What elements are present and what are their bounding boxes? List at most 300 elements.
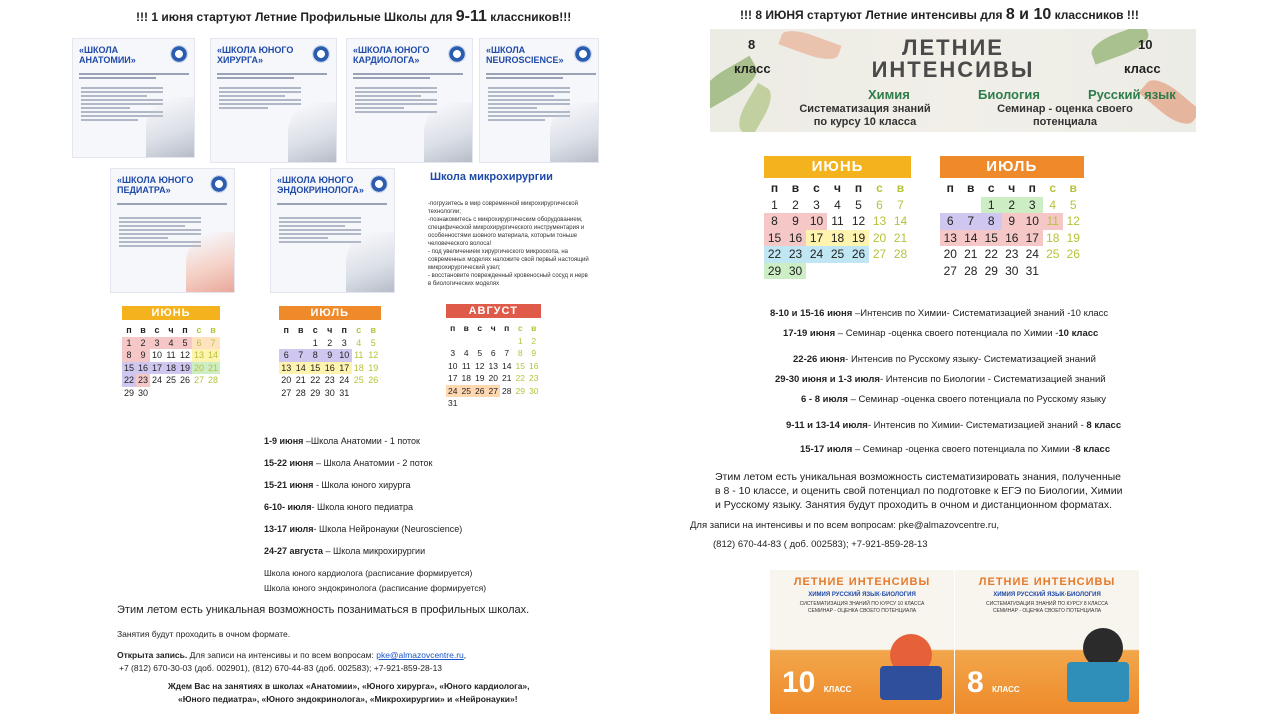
right-paragraph-line-2: в 8 - 10 классе, и оценить свой потенциал по подготовке к ЕГЭ по Биологии, Химии bbox=[715, 485, 1123, 497]
calendar-day: 10 bbox=[1022, 213, 1043, 230]
calendar-day: 16 bbox=[1002, 230, 1023, 247]
calendar-june-left bbox=[122, 306, 220, 399]
calendar-day: 23 bbox=[785, 246, 806, 263]
calendar-july-left bbox=[279, 306, 381, 399]
schedule-date: 6-10- июля bbox=[264, 502, 312, 512]
calendar-day: 7 bbox=[504, 348, 510, 359]
calendar-day: 11 bbox=[354, 350, 364, 361]
calendar-day: 25 bbox=[827, 246, 848, 263]
banner-caption-right-1: Семинар - оценка своего bbox=[997, 103, 1133, 115]
calendar-day: 9 bbox=[785, 213, 806, 230]
calendar-day: 19 bbox=[1066, 230, 1080, 245]
calendar-day: 27 bbox=[193, 375, 204, 386]
calendar-day: 12 bbox=[368, 350, 379, 361]
calendar-day: 8 bbox=[517, 348, 523, 359]
scalpel-illustration-icon bbox=[288, 102, 336, 162]
calendar-day: 30 bbox=[1005, 263, 1019, 278]
calendar-day: 4 bbox=[356, 337, 362, 348]
emblem-icon bbox=[370, 175, 388, 193]
banner-title-1: ЛЕТНИЕ bbox=[902, 35, 1004, 60]
open-comma: , bbox=[463, 650, 467, 660]
calendar-day: 2 bbox=[531, 335, 537, 346]
calendar-month-title: ИЮНЬ bbox=[764, 156, 911, 178]
calendar-day: 27 bbox=[872, 247, 887, 262]
calendar-day: 26 bbox=[848, 246, 869, 263]
calendar-day: 6 bbox=[192, 337, 206, 350]
schedule-text: - Школа юного хирурга bbox=[313, 480, 411, 490]
left-schedule-row bbox=[264, 502, 413, 512]
calendar-day: 26 bbox=[179, 375, 190, 386]
micro-surgery-line: -познакомитесь с микрохирургическим оборудованием, bbox=[428, 217, 583, 223]
weekday-label: в bbox=[463, 323, 469, 334]
banner-title-2: ИНТЕНСИВЫ bbox=[871, 57, 1035, 82]
schedule-date: 24-27 августа bbox=[264, 546, 324, 556]
weekday-label: п bbox=[341, 325, 347, 336]
right-heading bbox=[740, 6, 1139, 24]
card-anatomy[interactable] bbox=[72, 38, 195, 158]
schedule-text: – Семинар -оценка своего потенциала по Русскому языку bbox=[847, 394, 1106, 405]
calendar-day: 28 bbox=[964, 263, 978, 278]
calendar-day: 5 bbox=[370, 337, 376, 348]
pending-endocrinologist: Школа юного эндокринолога (расписание формируется) bbox=[264, 583, 487, 593]
weekday-label: п bbox=[854, 181, 863, 196]
calendar-day: 16 bbox=[529, 360, 539, 371]
micro-surgery-line: в биологических моделях bbox=[428, 281, 500, 287]
calendar-day: 7 bbox=[206, 337, 220, 350]
schedule-date: 22-26 июня bbox=[793, 354, 846, 365]
card-subtitle-lines bbox=[486, 73, 596, 83]
promo-num: 10 bbox=[782, 666, 816, 699]
calendar-day: 18 bbox=[353, 362, 364, 373]
calendar-day: 3 bbox=[150, 337, 164, 350]
banner-caption-left-1: Систематизация знаний bbox=[799, 103, 931, 115]
calendar-day: 9 bbox=[323, 349, 338, 362]
micro-surgery-line: современных моделях наложите свой первый настоящий bbox=[428, 257, 589, 263]
promo-heading: ЛЕТНИЕ ИНТЕНСИВЫ bbox=[978, 576, 1116, 588]
left-closing-2: «Юного педиатра», «Юного эндокринолога», «Микрохирургии» и «Нейронауки»! bbox=[178, 694, 518, 704]
banner-caption-right-2: потенциала bbox=[1033, 116, 1097, 128]
calendar-day: 22 bbox=[764, 246, 785, 263]
banner-subject-biology: Биология bbox=[978, 87, 1040, 102]
schedule-date: 17-19 июня bbox=[783, 328, 836, 339]
calendar-day: 23 bbox=[1005, 247, 1019, 262]
right-phones: (812) 670-44-83 ( доб. 002583); +7-921-859-28-13 bbox=[713, 539, 928, 550]
promo-text-1: СИСТЕМАТИЗАЦИЯ ЗНАНИЙ ПО КУРСУ 8 КЛАССА bbox=[986, 601, 1108, 607]
banner-grade-left-num: 8 bbox=[748, 37, 756, 52]
card-pediatrician[interactable] bbox=[110, 168, 235, 293]
card-bullets bbox=[219, 87, 301, 111]
calendar-day: 12 bbox=[179, 350, 190, 361]
calendar-day: 23 bbox=[529, 373, 539, 384]
calendar-day: 4 bbox=[164, 337, 178, 350]
pending-cardiologist: Школа юного кардиолога (расписание формируется) bbox=[264, 568, 473, 578]
weekday-label: п bbox=[126, 325, 132, 336]
calendar-day: 12 bbox=[475, 360, 485, 371]
left-closing-1: Ждем Вас на занятиях в школах «Анатомии», «Юного хирурга», «Юного кардиолога», bbox=[168, 681, 530, 691]
right-schedule-row bbox=[770, 308, 1108, 319]
email-link[interactable]: pke@almazovcentre.ru bbox=[376, 650, 464, 660]
book-icon bbox=[1067, 662, 1129, 702]
calendar-day: 1 bbox=[122, 337, 136, 350]
open-text: Для записи на интенсивы и по всем вопросам: bbox=[187, 650, 377, 660]
schedule-date: 15-17 июля bbox=[800, 444, 853, 455]
calendar-day: 26 bbox=[473, 385, 487, 398]
calendar-day: 2 bbox=[136, 337, 150, 350]
calendar-day: 21 bbox=[964, 247, 978, 262]
calendar-day: 15 bbox=[123, 362, 134, 373]
calendar-day: 6 bbox=[490, 348, 496, 359]
card-title: «ШКОЛА ЮНОГО ЭНДОКРИНОЛОГА» bbox=[277, 175, 364, 195]
promo-num: 8 bbox=[967, 666, 984, 699]
calendar-month-title: ИЮНЬ bbox=[122, 306, 220, 320]
schedule-text: - Интенсив по Биологии - Систематизацией знаний bbox=[879, 374, 1106, 385]
weekday-label: ч bbox=[1008, 181, 1016, 196]
promo-grade-number bbox=[782, 666, 851, 700]
calendar-day: 7 bbox=[897, 197, 904, 212]
card-bullets bbox=[119, 217, 201, 249]
calendar-day: 16 bbox=[323, 362, 338, 375]
calendar-day: 15 bbox=[515, 360, 525, 371]
banner-grade-left-word: класс bbox=[734, 61, 771, 76]
micro-surgery-line: специфической микрохирургического инструментария и bbox=[428, 225, 585, 231]
calendar-day: 3 bbox=[341, 337, 347, 348]
intensive-banner bbox=[710, 29, 1196, 132]
calendar-day: 17 bbox=[1022, 230, 1043, 247]
emblem-icon bbox=[448, 45, 466, 63]
calendar-day: 1 bbox=[771, 197, 778, 212]
calendar-day: 19 bbox=[179, 362, 190, 373]
calendar-day: 20 bbox=[281, 375, 292, 386]
card-title: «ШКОЛА ЮНОГО КАРДИОЛОГА» bbox=[353, 45, 430, 65]
calendar-day: 18 bbox=[165, 362, 176, 373]
calendar-day: 19 bbox=[475, 373, 485, 384]
calendar-day: 6 bbox=[279, 349, 294, 362]
calendar-day: 31 bbox=[448, 398, 458, 409]
schedule-text: – Школа микрохирургии bbox=[323, 546, 426, 556]
weekday-label: ч bbox=[327, 325, 333, 336]
card-neuroscience[interactable] bbox=[479, 38, 599, 163]
schedule-date: 8-10 и 15-16 июня bbox=[770, 308, 853, 319]
calendar-day: 31 bbox=[339, 387, 350, 398]
card-subtitle-lines bbox=[217, 73, 327, 83]
card-surgeon[interactable] bbox=[210, 38, 337, 163]
micro-surgery-line: микрохирургический узел; bbox=[428, 265, 501, 271]
micro-surgery-text bbox=[428, 200, 608, 288]
open-label: Открыта запись. bbox=[117, 650, 188, 660]
calendar-day: 2 bbox=[1002, 197, 1023, 214]
weekday-label: с bbox=[876, 181, 883, 196]
calendar-day: 24 bbox=[446, 385, 460, 398]
calendar-day: 28 bbox=[207, 375, 218, 386]
calendar-day: 25 bbox=[1046, 247, 1060, 262]
weekday-label: в bbox=[370, 325, 377, 336]
emblem-icon bbox=[210, 175, 228, 193]
right-schedule-row bbox=[783, 328, 1098, 339]
card-subtitle-lines bbox=[79, 73, 189, 83]
schedule-date: 1-9 июня bbox=[264, 436, 304, 446]
calendar-day: 3 bbox=[450, 348, 456, 359]
calendar-day: 15 bbox=[764, 230, 785, 247]
weekday-label: п bbox=[283, 325, 289, 336]
right-paragraph bbox=[715, 470, 1122, 512]
schedule-grade: 8 класс bbox=[1075, 444, 1111, 455]
calendar-day: 22 bbox=[310, 375, 321, 386]
schedule-text: - Школа Нейронауки (Neuroscience) bbox=[313, 524, 463, 534]
weekday-label: п bbox=[182, 325, 188, 336]
weekday-label: п bbox=[504, 323, 510, 334]
weekday-label: с bbox=[1049, 181, 1057, 196]
calendar-day: 26 bbox=[1066, 247, 1080, 262]
left-schedule-row bbox=[264, 436, 420, 446]
micro-surgery-line: - восстановите поврежденный кровеносный сосуд и нерв bbox=[428, 273, 588, 279]
calendar-day: 11 bbox=[1043, 213, 1064, 230]
left-paragraph: Этим летом есть уникальная возможность позаниматься в профильных школах. bbox=[117, 604, 530, 616]
weekday-label: ч bbox=[490, 323, 496, 334]
calendar-day: 10 bbox=[337, 349, 352, 362]
weekday-label: с bbox=[813, 181, 820, 196]
calendar-day: 10 bbox=[448, 360, 458, 371]
card-title: «ШКОЛА ЮНОГО ХИРУРГА» bbox=[217, 45, 294, 65]
calendar-day: 12 bbox=[851, 214, 866, 229]
weekday-label: в bbox=[297, 325, 304, 336]
weekday-label: п bbox=[450, 323, 456, 334]
schedule-text: - Школа юного педиатра bbox=[311, 502, 414, 512]
calendar-day: 21 bbox=[893, 230, 908, 245]
micro-surgery-line: технологии; bbox=[428, 209, 461, 215]
schedule-grade: 10 класс bbox=[1058, 328, 1099, 339]
promo-subjects: ХИМИЯ РУССКИЙ ЯЗЫК·БИОЛОГИЯ bbox=[808, 592, 916, 598]
calendar-day: 29 bbox=[310, 387, 321, 398]
weekday-label: ч bbox=[834, 181, 841, 196]
left-schedule-row bbox=[264, 458, 433, 468]
card-endocrinologist[interactable] bbox=[270, 168, 395, 293]
calendar-day: 5 bbox=[477, 348, 483, 359]
promo-grade-number bbox=[967, 666, 1020, 700]
calendar-day: 12 bbox=[1066, 214, 1080, 229]
calendar-day: 31 bbox=[1025, 263, 1039, 278]
calendar-day: 14 bbox=[207, 350, 218, 361]
calendar-day: 21 bbox=[207, 362, 218, 373]
calendar-day: 15 bbox=[308, 362, 323, 375]
schedule-date: 15-22 июня bbox=[264, 458, 314, 468]
weekday-label: с bbox=[312, 325, 318, 336]
emblem-icon bbox=[170, 45, 188, 63]
calendar-day: 28 bbox=[502, 385, 512, 396]
calendar-day: 2 bbox=[327, 337, 333, 348]
calendar-day: 20 bbox=[943, 247, 957, 262]
calendar-day: 19 bbox=[848, 230, 869, 247]
calendar-day: 29 bbox=[984, 263, 998, 278]
promo-text-2: СЕМИНАР - ОЦЕНКА СВОЕГО ПОТЕНЦИАЛА bbox=[807, 608, 917, 614]
schedule-date: 9-11 и 13-14 июля bbox=[786, 420, 868, 431]
calendar-day: 5 bbox=[855, 197, 862, 212]
weekday-label: в bbox=[967, 181, 975, 196]
calendar-day: 30 bbox=[529, 385, 539, 396]
schedule-date: 15-21 июня bbox=[264, 480, 314, 490]
weekday-label: с bbox=[987, 181, 995, 196]
card-title: «ШКОЛА NEUROSCIENCE» bbox=[486, 45, 564, 65]
calendar-day: 3 bbox=[813, 197, 820, 212]
schedule-date: 6 - 8 июля bbox=[801, 394, 848, 405]
right-heading-post: классников !!! bbox=[1051, 8, 1139, 22]
calendar-day: 30 bbox=[785, 263, 806, 280]
calendar-day: 14 bbox=[961, 230, 982, 247]
calendar-day: 10 bbox=[806, 213, 827, 230]
schedule-text: –Интенсив по Химии- Систематизацией знаний -10 класс bbox=[852, 308, 1109, 319]
left-format-note: Занятия будут проходить в очном формате. bbox=[117, 629, 291, 639]
calendar-day: 4 bbox=[463, 348, 469, 359]
weekday-label: п bbox=[1028, 181, 1036, 196]
calendar-day: 20 bbox=[488, 373, 498, 384]
calendar-day: 5 bbox=[1069, 197, 1077, 212]
calendar-day: 19 bbox=[368, 362, 379, 373]
right-paragraph-line-3: и Русскому языку. Занятия будут проходить в очном и дистанционном форматах. bbox=[715, 499, 1113, 511]
micro-surgery-line: особенностями шовного материала, которым тоньше bbox=[428, 233, 578, 239]
calendar-day: 3 bbox=[1022, 197, 1043, 214]
calendar-day: 7 bbox=[961, 213, 982, 230]
calendar-month-title: АВГУСТ bbox=[446, 304, 541, 318]
calendar-day: 10 bbox=[151, 350, 162, 361]
calendar-day: 20 bbox=[872, 230, 887, 245]
schedule-text: – Семинар -оценка своего потенциала по Химии - bbox=[852, 444, 1076, 455]
calendar-day: 26 bbox=[368, 375, 379, 386]
calendar-day: 30 bbox=[324, 387, 335, 398]
calendar-day: 17 bbox=[337, 362, 352, 375]
calendar-day: 2 bbox=[792, 197, 799, 212]
card-subtitle-lines bbox=[117, 203, 227, 213]
calendar-day: 15 bbox=[981, 230, 1002, 247]
calendar-day: 28 bbox=[295, 387, 306, 398]
left-schedule-row bbox=[264, 524, 462, 534]
calendar-day: 8 bbox=[764, 213, 785, 230]
thyroid-illustration-icon bbox=[346, 232, 394, 292]
calendar-day: 16 bbox=[137, 362, 148, 373]
schedule-text: – Семинар -оценка своего потенциала по Химии - bbox=[835, 328, 1059, 339]
calendar-day: 8 bbox=[122, 349, 136, 362]
calendar-day: 27 bbox=[281, 387, 292, 398]
card-subtitle-lines bbox=[353, 73, 463, 83]
weekday-label: с bbox=[356, 325, 362, 336]
card-subtitle-lines bbox=[277, 203, 387, 213]
schedule-date: 29-30 июня и 1-3 июля bbox=[775, 374, 880, 385]
banner-subject-chemistry: Химия bbox=[868, 87, 910, 102]
micro-surgery-line: -погрузитесь в мир современной микрохирургической bbox=[428, 201, 578, 207]
calendar-day: 11 bbox=[461, 360, 471, 371]
right-schedule-row bbox=[786, 420, 1121, 431]
calendar-day: 1 bbox=[517, 335, 523, 346]
weekday-label: с bbox=[154, 325, 160, 336]
banner-caption-left-2: по курсу 10 класса bbox=[813, 116, 917, 128]
calendar-month-title: ИЮЛЬ bbox=[940, 156, 1084, 178]
calendar-day: 27 bbox=[487, 385, 501, 398]
calendar-day: 29 bbox=[764, 263, 785, 280]
left-schedule-row bbox=[264, 480, 411, 490]
left-phones: +7 (812) 670-30-03 (доб. 002901), (812) 670-44-83 (доб. 002583); +7-921-859-28-13 bbox=[119, 663, 443, 673]
right-contact: Для записи на интенсивы и по всем вопросам: pke@almazovcentre.ru, bbox=[690, 520, 1000, 531]
calendar-day: 21 bbox=[502, 373, 512, 384]
right-paragraph-line-1: Этим летом есть уникальная возможность систематизировать знания, полученные bbox=[715, 471, 1122, 483]
schedule-text: - Интенсив по Русскому языку- Систематизацией знаний bbox=[845, 354, 1096, 365]
calendar-day: 13 bbox=[193, 350, 204, 361]
weekday-label: с bbox=[477, 323, 483, 334]
promo-grade-10[interactable] bbox=[770, 570, 954, 714]
schedule-text: - Интенсив по Химии- Систематизацией знаний - bbox=[867, 420, 1087, 431]
card-bullets bbox=[355, 87, 437, 115]
card-cardiologist[interactable] bbox=[346, 38, 473, 163]
calendar-day: 30 bbox=[137, 387, 148, 398]
calendar-day: 13 bbox=[940, 230, 961, 247]
calendar-month-title: ИЮЛЬ bbox=[279, 306, 381, 320]
calendar-day: 7 bbox=[294, 349, 309, 362]
emblem-icon bbox=[574, 45, 592, 63]
laptop-icon bbox=[880, 666, 942, 700]
weekday-label: с bbox=[196, 325, 202, 336]
weekday-label: в bbox=[791, 181, 800, 196]
right-heading-grades: 8 и 10 bbox=[1005, 6, 1052, 23]
calendar-day: 25 bbox=[460, 385, 474, 398]
micro-surgery-line: человеческого волоса! bbox=[428, 241, 492, 247]
card-title: «ШКОЛА ЮНОГО ПЕДИАТРА» bbox=[117, 175, 194, 195]
calendar-day: 23 bbox=[137, 375, 148, 386]
micro-surgery-line: - под увеличением хирургического микроскопа, на bbox=[428, 249, 569, 255]
weekday-label: в bbox=[1069, 181, 1077, 196]
calendar-august-left bbox=[446, 304, 541, 410]
calendar-day: 6 bbox=[876, 197, 883, 212]
calendar-day: 20 bbox=[193, 362, 204, 373]
emblem-icon bbox=[312, 45, 330, 63]
calendar-day: 1 bbox=[312, 337, 318, 348]
calendar-day: 14 bbox=[502, 360, 512, 371]
right-heading-pre: !!! 8 ИЮНЯ стартуют Летние интенсивы для bbox=[740, 8, 1006, 22]
weekday-label: в bbox=[140, 325, 146, 336]
schedule-text: –Школа Анатомии - 1 поток bbox=[303, 436, 420, 446]
calendar-day: 24 bbox=[1025, 247, 1039, 262]
right-schedule-row bbox=[800, 444, 1110, 455]
calendar-day: 8 bbox=[981, 213, 1002, 230]
calendar-day: 13 bbox=[872, 214, 887, 229]
calendar-day: 28 bbox=[893, 247, 908, 262]
calendar-day: 9 bbox=[1002, 213, 1023, 230]
calendar-day: 24 bbox=[339, 375, 350, 386]
promo-subjects: ХИМИЯ РУССКИЙ ЯЗЫК·БИОЛОГИЯ bbox=[993, 592, 1101, 598]
calendar-day: 18 bbox=[461, 373, 471, 384]
calendar-day: 22 bbox=[123, 375, 134, 386]
promo-klass: КЛАСС bbox=[823, 685, 852, 694]
doctor-child-illustration-icon bbox=[186, 232, 234, 292]
calendar-day: 9 bbox=[531, 348, 537, 359]
promo-text-2: СЕМИНАР - ОЦЕНКА СВОЕГО ПОТЕНЦИАЛА bbox=[992, 608, 1102, 614]
calendar-day: 22 bbox=[515, 373, 525, 384]
right-schedule-row bbox=[775, 374, 1106, 385]
calendar-day: 6 bbox=[940, 213, 961, 230]
schedule-text: – Школа Анатомии - 2 поток bbox=[313, 458, 433, 468]
card-bullets bbox=[279, 217, 361, 245]
right-schedule-row bbox=[793, 354, 1096, 365]
promo-grade-8[interactable] bbox=[955, 570, 1139, 714]
weekday-label: ч bbox=[168, 325, 174, 336]
left-open-line bbox=[117, 650, 466, 660]
weekday-label: п bbox=[770, 181, 779, 196]
calendar-day: 11 bbox=[831, 214, 844, 229]
weekday-label: в bbox=[210, 325, 216, 336]
calendar-day: 14 bbox=[294, 362, 309, 375]
calendar-day: 18 bbox=[827, 230, 848, 247]
promo-text-1: СИСТЕМАТИЗАЦИЯ ЗНАНИЙ ПО КУРСУ 10 КЛАССА bbox=[799, 601, 925, 607]
calendar-day: 17 bbox=[448, 373, 458, 384]
banner-grade-right-word: класс bbox=[1124, 61, 1161, 76]
calendar-day: 29 bbox=[123, 387, 134, 398]
calendar-day: 22 bbox=[984, 247, 998, 262]
